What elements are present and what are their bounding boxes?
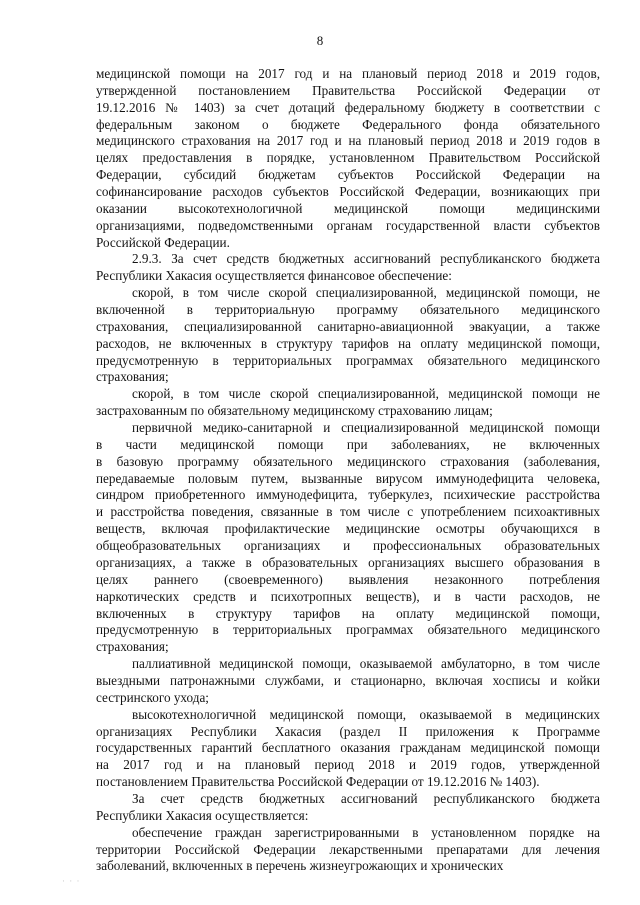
text-line: постановлением Правительства Российской Федерации от 19.12.2016 № 1403).	[96, 774, 540, 790]
text-line: 2.9.3. За счет средств бюджетных ассигнований республиканского бюджета	[132, 251, 600, 267]
paragraph	[96, 707, 600, 791]
paragraph	[96, 66, 600, 251]
text-line: медицинского страхования на 2017 год и на плановый период 2018 и 2019 годов в	[96, 133, 600, 149]
text-line: За счет средств бюджетных ассигнований республиканского бюджета	[132, 790, 600, 806]
text-line: и расстройства поведения, связанные в том числе с употреблением психоактивных	[96, 504, 600, 520]
text-line: общеобразовательных организациях и профессиональных образовательных	[96, 538, 600, 554]
text-line: первичной медико-санитарной и специализированной медицинской помощи	[132, 420, 600, 436]
text-line: скорой, в том числе скорой специализированной, медицинской помощи не	[132, 386, 600, 402]
text-line: предусмотренную в территориальных программах обязательного медицинского	[96, 622, 600, 638]
text-line: включенных в структуру тарифов на оплату медицинской помощи,	[96, 605, 600, 621]
text-line: федеральным законом о бюджете Федерального фонда обязательного	[96, 116, 600, 132]
text-line: обеспечение граждан зарегистрированными в установленном порядке на	[132, 824, 600, 840]
text-line: застрахованным по обязательному медицинскому страхованию лицам;	[96, 403, 493, 419]
text-line: страхования;	[96, 369, 169, 385]
paragraph	[96, 251, 600, 285]
text-line: расходов, не включенных в структуру тарифов на оплату медицинской помощи,	[96, 335, 600, 351]
text-line: предусмотренную в территориальных программах обязательного медицинского	[96, 352, 600, 368]
text-line: территории Российской Федерации лекарственными препаратами для лечения	[96, 841, 600, 857]
text-line: Федерации, субсидий бюджетам субъектов Российской Федерации на	[96, 167, 600, 183]
page-number: 8	[316, 33, 324, 48]
text-line: страхования;	[96, 639, 169, 655]
text-line: синдром приобретенного иммунодефицита, туберкулез, психические расстройства	[96, 487, 600, 503]
text-line: выездными патронажными службами, и стационарно, включая хосписы и койки	[96, 672, 600, 688]
text-line: оказании высокотехнологичной медицинской помощи медицинскими	[96, 200, 600, 216]
text-line: заболеваний, включенных в перечень жизнеугрожающих и хронических	[96, 858, 504, 874]
text-line: софинансирование расходов субъектов Российской Федерации, возникающих при	[96, 184, 600, 200]
text-line: утвержденной постановлением Правительства Российской Федерации от	[96, 82, 600, 98]
text-line: Российской Федерации.	[96, 234, 230, 250]
text-line: паллиативной медицинской помощи, оказываемой амбулаторно, в том числе	[132, 656, 600, 672]
text-line: 19.12.2016 № 1403) за счет дотаций федеральному бюджету в соответствии с	[96, 99, 600, 115]
text-line: Республики Хакасия осуществляется:	[96, 807, 309, 823]
text-line: передаваемые половым путем, вызванные вирусом иммунодефицита человека,	[96, 470, 600, 486]
text-line: медицинской помощи на 2017 год и на плановый период 2018 и 2019 годов,	[96, 66, 600, 81]
text-line: целях раннего (своевременного) выявления незаконного потребления	[96, 571, 600, 587]
text-line: организациях, а также в образовательных организациях высшего образования в	[96, 554, 600, 570]
paragraph	[96, 656, 600, 707]
text-line: в части медицинской помощи при заболеваниях, не включенных	[96, 436, 600, 452]
text-line: организациях Республики Хакасия (раздел II приложения к Программе	[96, 723, 600, 739]
paragraph	[96, 285, 600, 386]
scan-margin-mark: · · ·	[62, 876, 81, 886]
document-body	[96, 66, 600, 875]
paragraph	[96, 420, 600, 656]
text-line: в базовую программу обязательного медицинского страхования (заболевания,	[96, 453, 600, 469]
paragraph	[96, 386, 600, 420]
text-line: сестринского ухода;	[96, 689, 209, 705]
text-line: на 2017 год и на плановый период 2018 и 2019 годов, утвержденной	[96, 757, 600, 773]
text-line: Республики Хакасия осуществляется финансовое обеспечение:	[96, 268, 452, 284]
text-line: организациями, подведомственными органам государственной власти субъектов	[96, 217, 600, 233]
text-line: целях предоставления в порядке, установленном Правительством Российской	[96, 150, 600, 166]
text-line: высокотехнологичной медицинской помощи, оказываемой в медицинских	[132, 706, 600, 722]
paragraph	[96, 791, 600, 825]
text-line: веществ, включая профилактические медицинские осмотры обучающихся в	[96, 521, 600, 537]
text-line: государственных гарантий бесплатного оказания гражданам медицинской помощи	[96, 740, 600, 756]
paragraph	[96, 825, 600, 876]
text-line: наркотических средств и психотропных веществ), и в части расходов, не	[96, 588, 600, 604]
text-line: скорой, в том числе скорой специализированной, медицинской помощи, не	[132, 285, 600, 301]
text-line: включенной в территориальную программу обязательного медицинского	[96, 302, 600, 318]
text-line: страхования, специализированной санитарно-авиационной эвакуации, а также	[96, 318, 600, 334]
